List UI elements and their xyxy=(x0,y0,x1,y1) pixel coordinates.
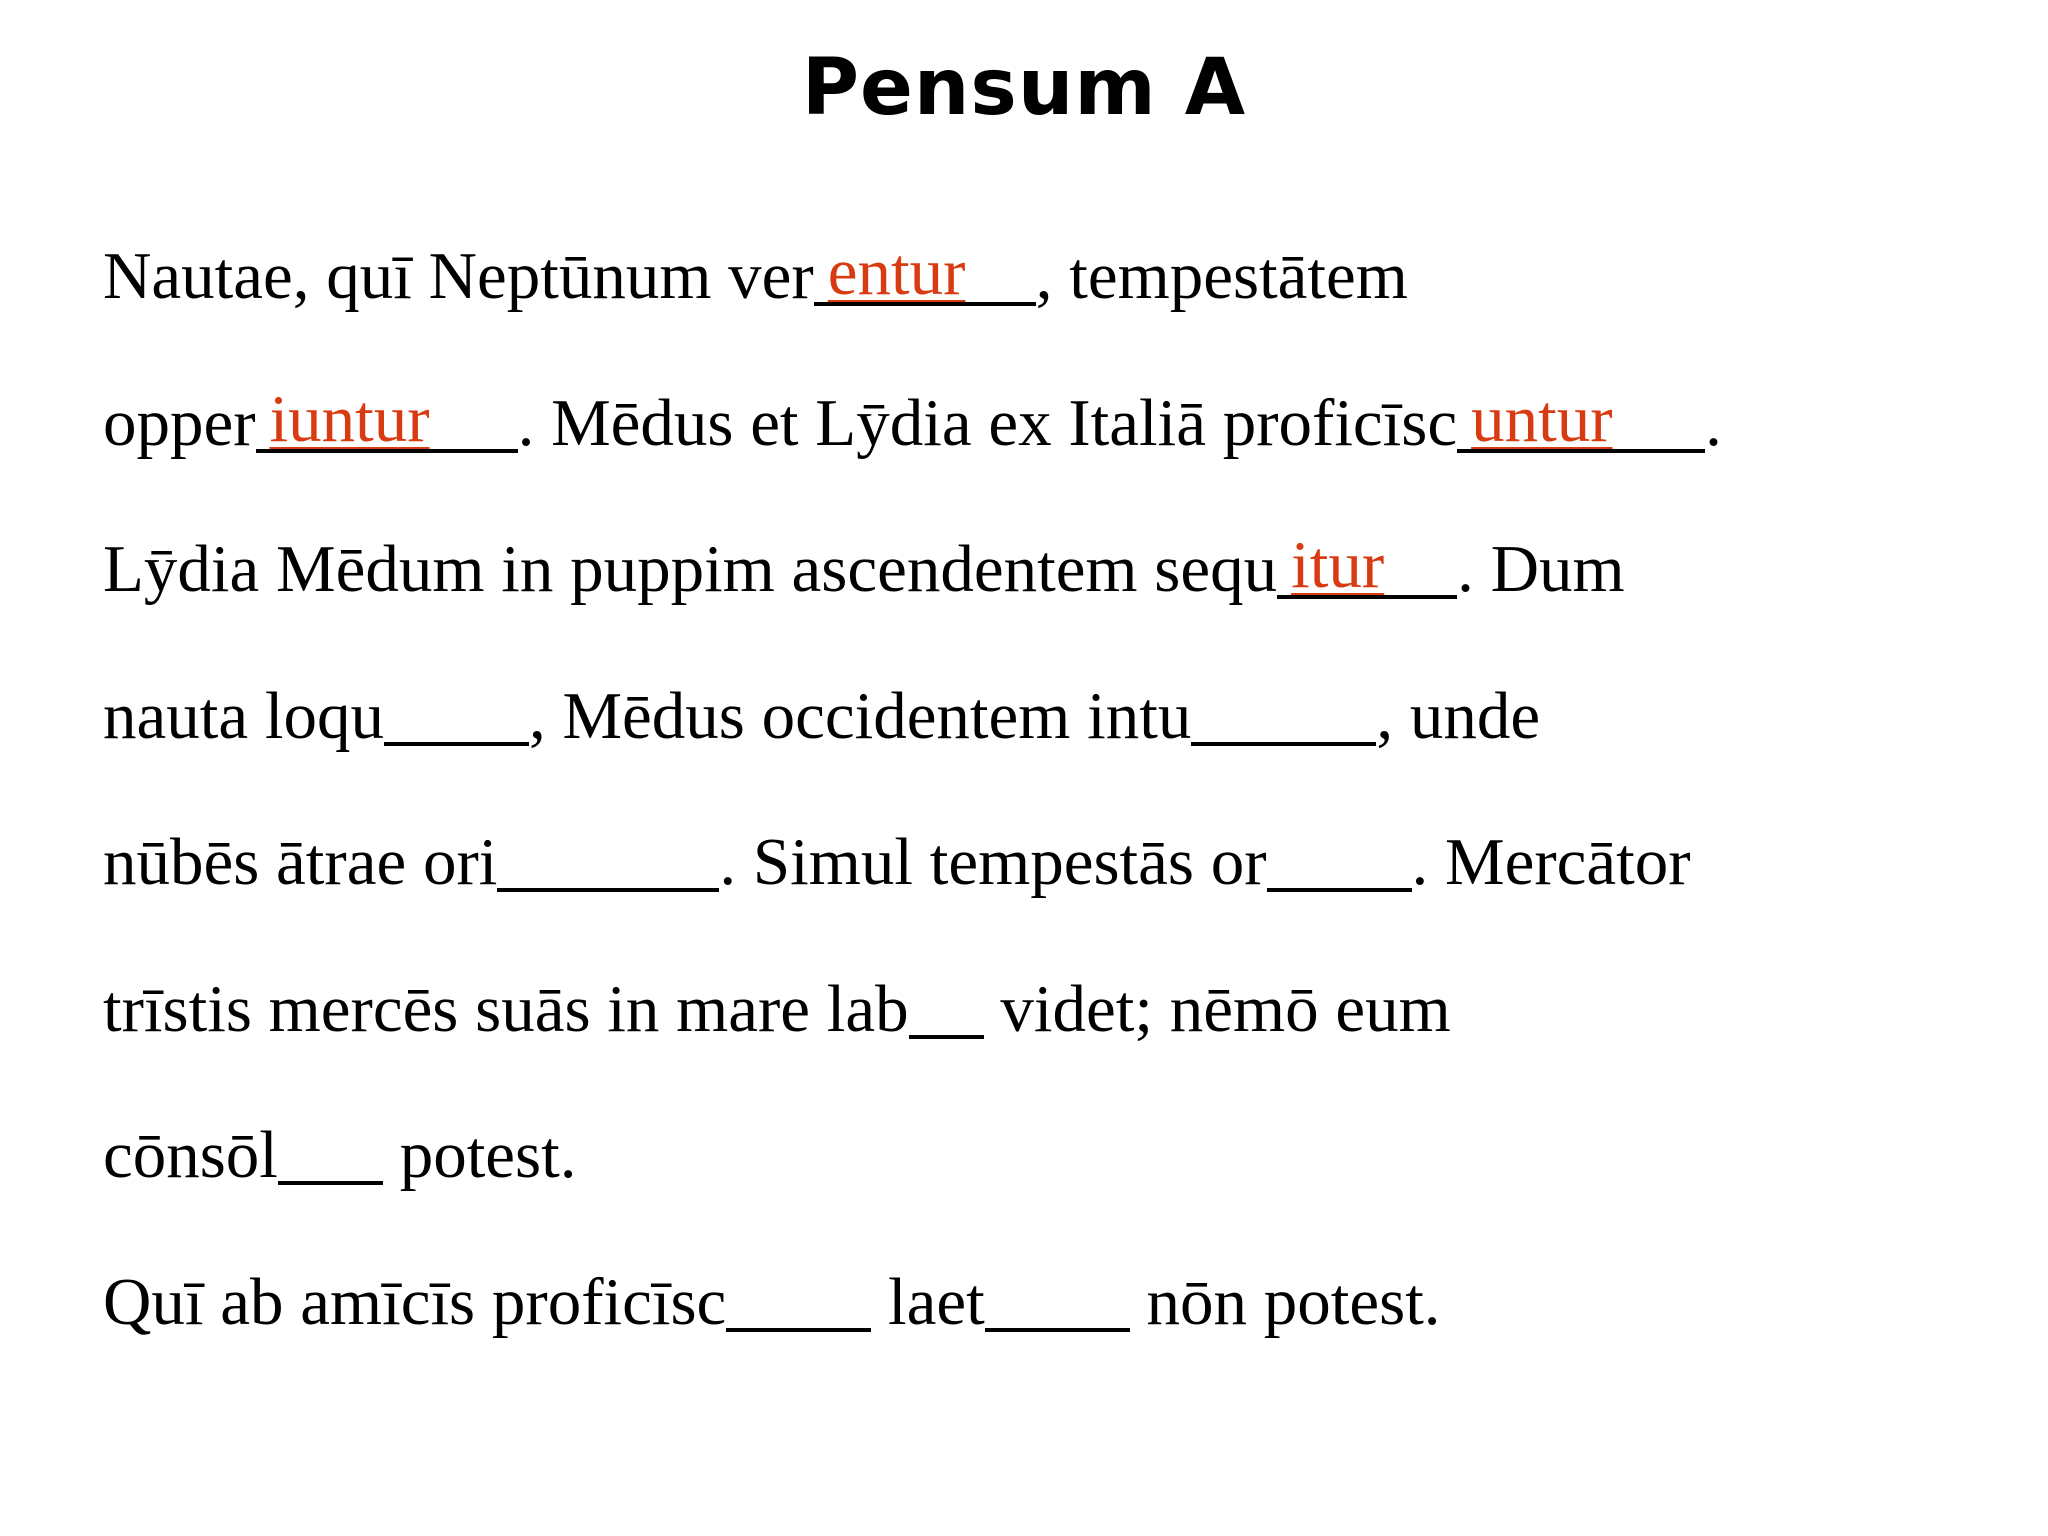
sentence-text: . Dum xyxy=(1457,532,1625,606)
sentence-text: Nautae, quī Neptūnum ver xyxy=(103,239,814,313)
sentence-line xyxy=(103,1115,576,1195)
fill-in-blank[interactable] xyxy=(909,969,984,1049)
sentence-text: Lȳdia Mēdum in puppim ascendentem sequ xyxy=(103,532,1278,606)
fill-in-blank[interactable] xyxy=(256,383,518,463)
sentence-text: laet xyxy=(871,1264,985,1339)
sentence-text: nauta loqu xyxy=(103,678,384,753)
fill-in-blank[interactable] xyxy=(814,236,1036,316)
fill-in-blank[interactable] xyxy=(726,1262,871,1342)
sentence-text: . Simul tempestās or xyxy=(719,825,1267,899)
fill-in-blank[interactable] xyxy=(1267,822,1412,902)
filled-answer: entur xyxy=(827,235,966,309)
fill-in-blank[interactable] xyxy=(278,1115,383,1195)
sentence-line xyxy=(103,969,1451,1049)
filled-answer: itur xyxy=(1291,528,1385,602)
sentence-text: . Mercātor xyxy=(1411,825,1691,899)
fill-in-blank[interactable] xyxy=(1277,529,1457,609)
sentence-line xyxy=(103,383,1722,463)
sentence-line xyxy=(103,529,1625,609)
filled-answer: iuntur xyxy=(269,381,430,456)
fill-in-blank[interactable] xyxy=(1457,383,1705,463)
filled-answer: untur xyxy=(1471,381,1613,456)
sentence-line xyxy=(103,1262,1441,1342)
sentence-text: , Mēdus occidentem intu xyxy=(528,678,1192,753)
sentence-line xyxy=(103,822,1691,902)
fill-in-blank[interactable] xyxy=(497,822,719,902)
sentence-text: potest. xyxy=(382,1118,577,1192)
sentence-text: . xyxy=(1705,385,1722,460)
sentence-text: , unde xyxy=(1376,678,1541,753)
sentence-text: Quī ab amīcīs proficīsc xyxy=(103,1264,727,1339)
fill-in-blank[interactable] xyxy=(985,1262,1130,1342)
sentence-text: opper xyxy=(103,385,256,460)
sentence-text: . Mēdus et Lȳdia ex Italiā proficīsc xyxy=(517,385,1458,460)
fill-in-blank[interactable] xyxy=(384,676,529,756)
sentence-text: trīstis mercēs suās in mare lab xyxy=(103,971,909,1046)
sentence-line xyxy=(103,676,1540,756)
sentence-text: videt; nēmō eum xyxy=(983,971,1451,1046)
sentence-text: , tempestātem xyxy=(1035,239,1408,313)
sentence-text: cōnsōl xyxy=(103,1118,278,1192)
fill-in-blank[interactable] xyxy=(1191,676,1376,756)
page-title: Pensum A xyxy=(801,43,1247,133)
sentence-text: nūbēs ātrae ori xyxy=(103,825,498,899)
sentence-line xyxy=(103,236,1408,316)
sentence-text: nōn potest. xyxy=(1129,1264,1441,1339)
